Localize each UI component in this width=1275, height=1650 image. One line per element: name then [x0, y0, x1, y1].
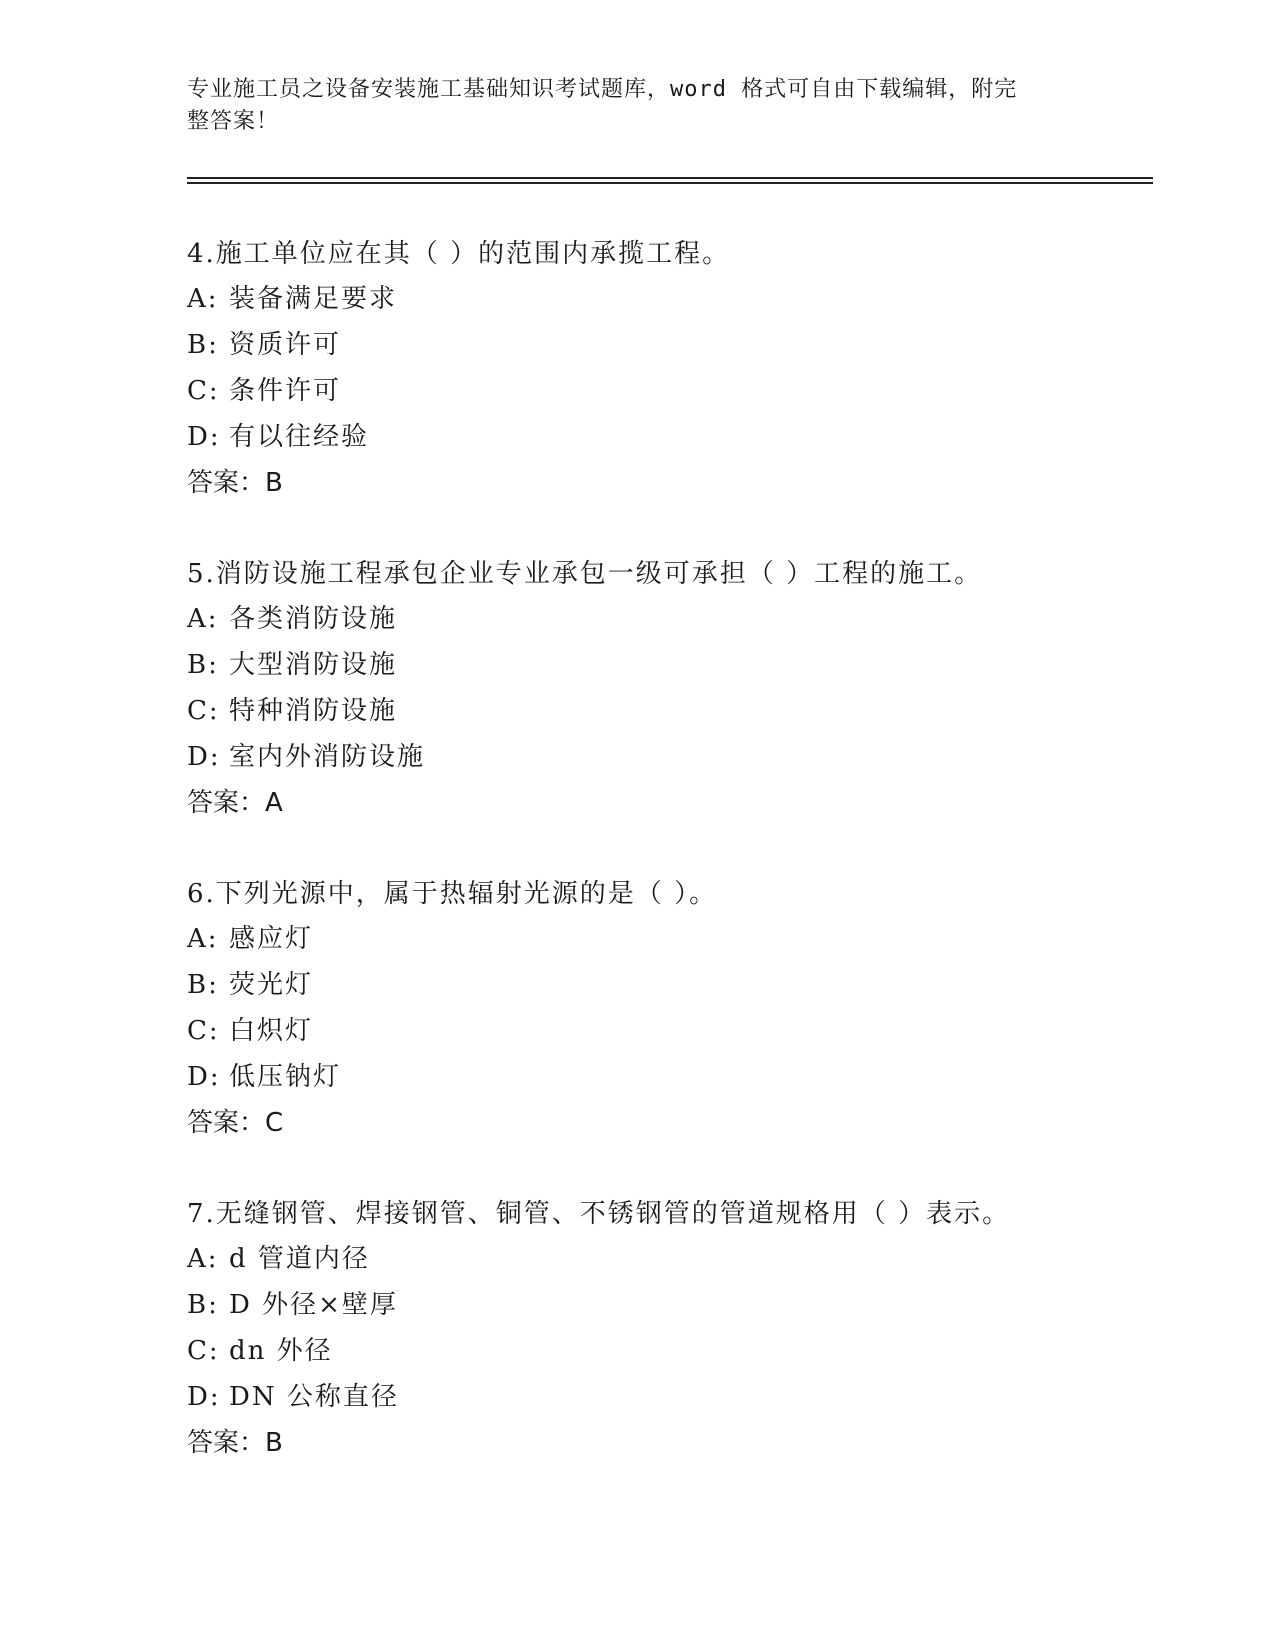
option-text: 大型消防设施: [229, 650, 398, 680]
option-letter: C:: [187, 696, 220, 726]
option-letter: A:: [187, 284, 219, 314]
intro-line-2: 整答案！: [187, 109, 280, 134]
question-5: [187, 552, 1167, 826]
option-c: [187, 1008, 1167, 1054]
question-7: [187, 1192, 1167, 1466]
option-letter: A:: [187, 924, 219, 954]
question-stem: 5.消防设施工程承包企业专业承包一级可承担（ ）工程的施工。: [187, 559, 983, 589]
option-a: [187, 1236, 1167, 1282]
option-d: [187, 734, 1167, 780]
option-text: dn 外径: [229, 1336, 333, 1366]
option-text: 特种消防设施: [229, 696, 398, 726]
option-d: [187, 1374, 1167, 1420]
option-letter: B:: [187, 1290, 219, 1320]
question-stem: 4.施工单位应在其（ ）的范围内承揽工程。: [187, 239, 731, 269]
option-c: [187, 368, 1167, 414]
option-letter: D:: [187, 422, 221, 452]
option-text: 低压钠灯: [229, 1062, 342, 1092]
option-text: 各类消防设施: [229, 604, 398, 634]
option-text: 资质许可: [229, 330, 342, 360]
answer-line: 答案：B: [187, 1428, 283, 1458]
option-letter: D:: [187, 1062, 221, 1092]
header-divider-bottom: [187, 182, 1153, 184]
question-stem: 7.无缝钢管、焊接钢管、铜管、不锈钢管的管道规格用（ ）表示。: [187, 1199, 1011, 1229]
option-text: 感应灯: [229, 924, 314, 954]
option-letter: D:: [187, 742, 221, 772]
option-c: [187, 1328, 1167, 1374]
option-text: DN 公称直径: [229, 1382, 399, 1412]
answer-line: 答案：C: [187, 1108, 284, 1138]
option-b: [187, 642, 1167, 688]
option-text: 装备满足要求: [229, 284, 398, 314]
option-text: 条件许可: [229, 376, 342, 406]
option-a: [187, 916, 1167, 962]
question-6: [187, 872, 1167, 1146]
option-a: [187, 596, 1167, 642]
option-letter: C:: [187, 1016, 220, 1046]
option-letter: C:: [187, 1336, 220, 1366]
answer-line: 答案：A: [187, 788, 283, 818]
header-divider-top: [187, 177, 1153, 179]
option-a: [187, 276, 1167, 322]
option-letter: B:: [187, 650, 219, 680]
option-letter: B:: [187, 970, 219, 1000]
option-b: [187, 1282, 1167, 1328]
option-text: D 外径×壁厚: [229, 1290, 398, 1320]
option-letter: D:: [187, 1382, 221, 1412]
option-letter: B:: [187, 330, 219, 360]
answer-line: 答案：B: [187, 468, 283, 498]
option-letter: A:: [187, 1244, 219, 1274]
question-stem: 6.下列光源中，属于热辐射光源的是（ ）。: [187, 879, 718, 909]
option-d: [187, 1054, 1167, 1100]
option-text: 荧光灯: [229, 970, 314, 1000]
option-text: 有以往经验: [229, 422, 370, 452]
document-intro: [187, 74, 1067, 138]
option-letter: C:: [187, 376, 220, 406]
option-text: 白炽灯: [229, 1016, 314, 1046]
option-text: d 管道内径: [229, 1244, 370, 1274]
option-c: [187, 688, 1167, 734]
option-d: [187, 414, 1167, 460]
option-letter: A:: [187, 604, 219, 634]
option-b: [187, 962, 1167, 1008]
question-4: [187, 232, 1167, 506]
intro-line-1: 专业施工员之设备安装施工基础知识考试题库，word 格式可自由下载编辑，附完: [187, 77, 1018, 102]
option-text: 室内外消防设施: [229, 742, 426, 772]
option-b: [187, 322, 1167, 368]
